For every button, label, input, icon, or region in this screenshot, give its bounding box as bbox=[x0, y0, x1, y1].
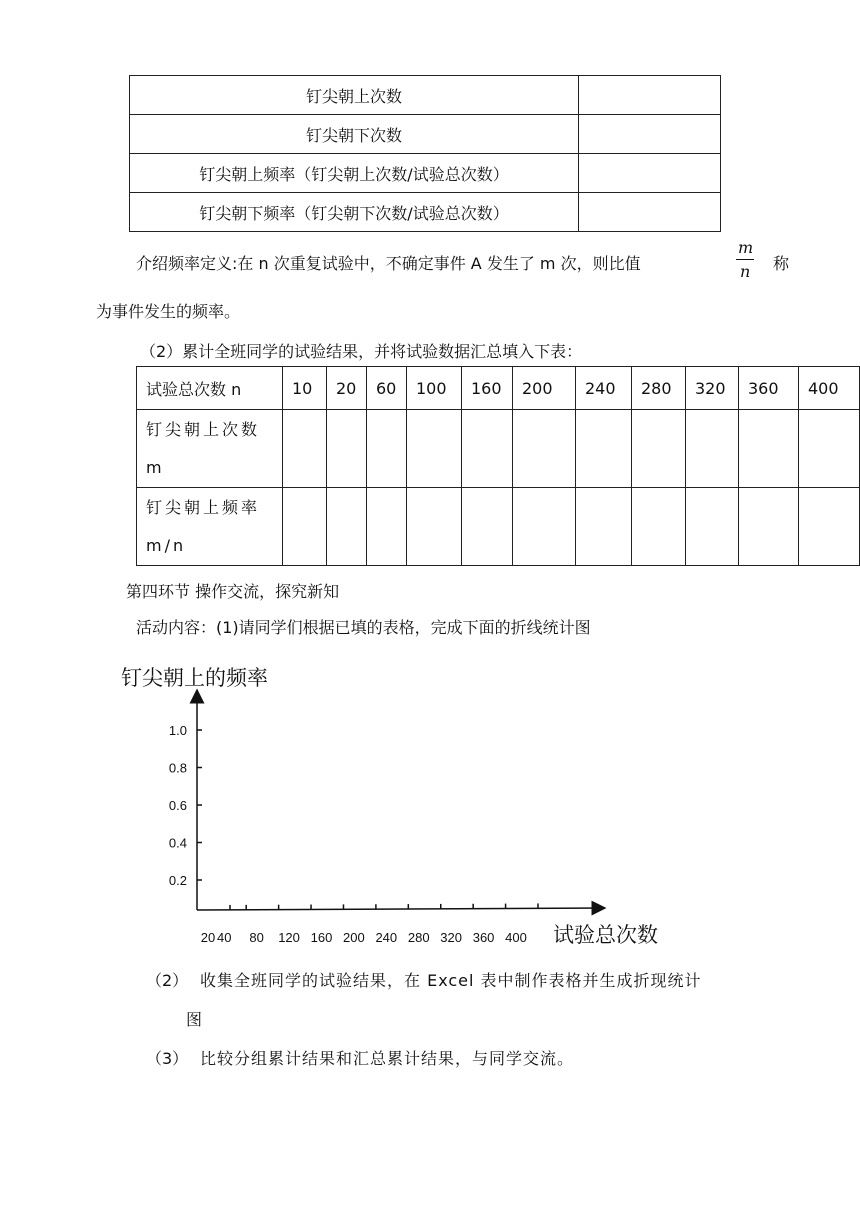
x-tick-label: 400 bbox=[505, 930, 527, 945]
row-header-upward-frequency bbox=[137, 488, 283, 566]
row-header-upward-count bbox=[137, 410, 283, 488]
definition-text-cont: 为事件发生的频率。 bbox=[96, 302, 241, 321]
y-tick-label: 1.0 bbox=[168, 723, 187, 738]
y-tick-label: 0.4 bbox=[168, 835, 187, 851]
fraction-numerator: m bbox=[738, 238, 754, 257]
data-cell[interactable] bbox=[739, 488, 799, 566]
data-cell[interactable] bbox=[513, 410, 576, 488]
y-tick-label: 0.6 bbox=[168, 798, 187, 813]
item-2-text-cont: 图 bbox=[186, 1010, 203, 1029]
row-label: 钉尖朝上频率（钉尖朝上次数/试验总次数） bbox=[130, 154, 579, 193]
activity-text: 活动内容：(1)请同学们根据已填的表格，完成下面的折线统计图 bbox=[136, 618, 591, 637]
data-cell[interactable] bbox=[462, 488, 513, 566]
y-tick-label: 0.8 bbox=[168, 760, 187, 776]
chart-title: 钉尖朝上的频率 bbox=[121, 667, 268, 690]
data-cell[interactable] bbox=[799, 410, 860, 488]
header-cell: 240 bbox=[576, 367, 632, 410]
summary-data-table bbox=[136, 366, 860, 566]
data-cell[interactable] bbox=[686, 488, 739, 566]
section4-title: 第四环节 操作交流，探究新知 bbox=[126, 582, 340, 601]
x-tick-label: 80 bbox=[249, 930, 264, 945]
x-tick-label: 280 bbox=[407, 930, 430, 945]
data-cell[interactable] bbox=[462, 410, 513, 488]
header-cell: 10 bbox=[283, 367, 327, 410]
table-row bbox=[130, 115, 721, 154]
data-cell[interactable] bbox=[576, 488, 632, 566]
table-row bbox=[130, 193, 721, 232]
table-row bbox=[137, 410, 860, 488]
header-cell: 试验总次数 n bbox=[137, 367, 283, 410]
fraction-denominator: n bbox=[740, 262, 751, 281]
frequency-definition-text: 介绍频率定义:在 n 次重复试验中，不确定事件 A 发生了 m 次，则比值 bbox=[136, 254, 641, 273]
data-cell[interactable] bbox=[367, 410, 407, 488]
x-tick-label: 20 bbox=[200, 930, 216, 945]
data-cell[interactable] bbox=[407, 488, 462, 566]
x-tick-label: 360 bbox=[472, 930, 495, 945]
row-label: 钉尖朝下频率（钉尖朝下次数/试验总次数） bbox=[130, 193, 579, 232]
item-2-number: （2） bbox=[146, 971, 189, 990]
data-cell[interactable] bbox=[283, 410, 327, 488]
table-row bbox=[130, 76, 721, 115]
row-value-cell[interactable] bbox=[579, 76, 721, 115]
data-cell[interactable] bbox=[739, 410, 799, 488]
x-tick-label: 120 bbox=[278, 930, 300, 945]
row-header-line: m bbox=[146, 457, 165, 477]
header-cell: 200 bbox=[513, 367, 576, 410]
row-header-line: 钉尖朝上频率 bbox=[146, 497, 261, 517]
definition-text-end: 称 bbox=[773, 254, 790, 273]
x-tick-label: 40 bbox=[216, 930, 232, 945]
header-cell: 100 bbox=[407, 367, 462, 410]
header-cell: 60 bbox=[367, 367, 407, 410]
data-cell[interactable] bbox=[407, 410, 462, 488]
row-label: 钉尖朝下次数 bbox=[130, 115, 579, 154]
data-cell[interactable] bbox=[576, 410, 632, 488]
data-cell[interactable] bbox=[513, 488, 576, 566]
data-cell[interactable] bbox=[327, 488, 367, 566]
x-tick-label: 240 bbox=[375, 930, 398, 945]
data-cell[interactable] bbox=[283, 488, 327, 566]
header-cell: 160 bbox=[462, 367, 513, 410]
table-row bbox=[137, 488, 860, 566]
x-tick-label: 200 bbox=[343, 930, 365, 945]
row-value-cell[interactable] bbox=[579, 115, 721, 154]
y-tick-label: 0.2 bbox=[168, 873, 187, 888]
header-cell: 400 bbox=[799, 367, 860, 410]
frequency-line-chart bbox=[0, 655, 860, 955]
header-cell: 360 bbox=[739, 367, 799, 410]
row-header-line: m/n bbox=[146, 535, 187, 555]
row-header-line: 钉尖朝上次数 bbox=[146, 419, 261, 439]
data-cell[interactable] bbox=[686, 410, 739, 488]
data-cell[interactable] bbox=[327, 410, 367, 488]
header-cell: 320 bbox=[686, 367, 739, 410]
step2-heading: （2）累计全班同学的试验结果，并将试验数据汇总填入下表： bbox=[140, 342, 583, 361]
x-axis-label: 试验总次数 bbox=[553, 924, 658, 947]
data-cell[interactable] bbox=[799, 488, 860, 566]
data-cell[interactable] bbox=[632, 410, 686, 488]
x-tick-label: 160 bbox=[310, 930, 333, 945]
item-2-text: 收集全班同学的试验结果，在 Excel 表中制作表格并生成折现统计 bbox=[200, 971, 702, 990]
row-value-cell[interactable] bbox=[579, 154, 721, 193]
x-tick-label: 320 bbox=[440, 930, 463, 945]
nail-count-table bbox=[129, 75, 721, 232]
data-cell[interactable] bbox=[632, 488, 686, 566]
row-value-cell[interactable] bbox=[579, 193, 721, 232]
table-row bbox=[130, 154, 721, 193]
fraction-bar bbox=[736, 259, 754, 260]
row-label: 钉尖朝上次数 bbox=[130, 76, 579, 115]
data-cell[interactable] bbox=[367, 488, 407, 566]
item-3-number: （3） bbox=[146, 1049, 189, 1068]
header-cell: 280 bbox=[632, 367, 686, 410]
header-cell: 20 bbox=[327, 367, 367, 410]
table-header-row bbox=[137, 367, 860, 410]
item-3-text: 比较分组累计结果和汇总累计结果，与同学交流。 bbox=[200, 1049, 575, 1068]
x-axis bbox=[197, 908, 605, 910]
